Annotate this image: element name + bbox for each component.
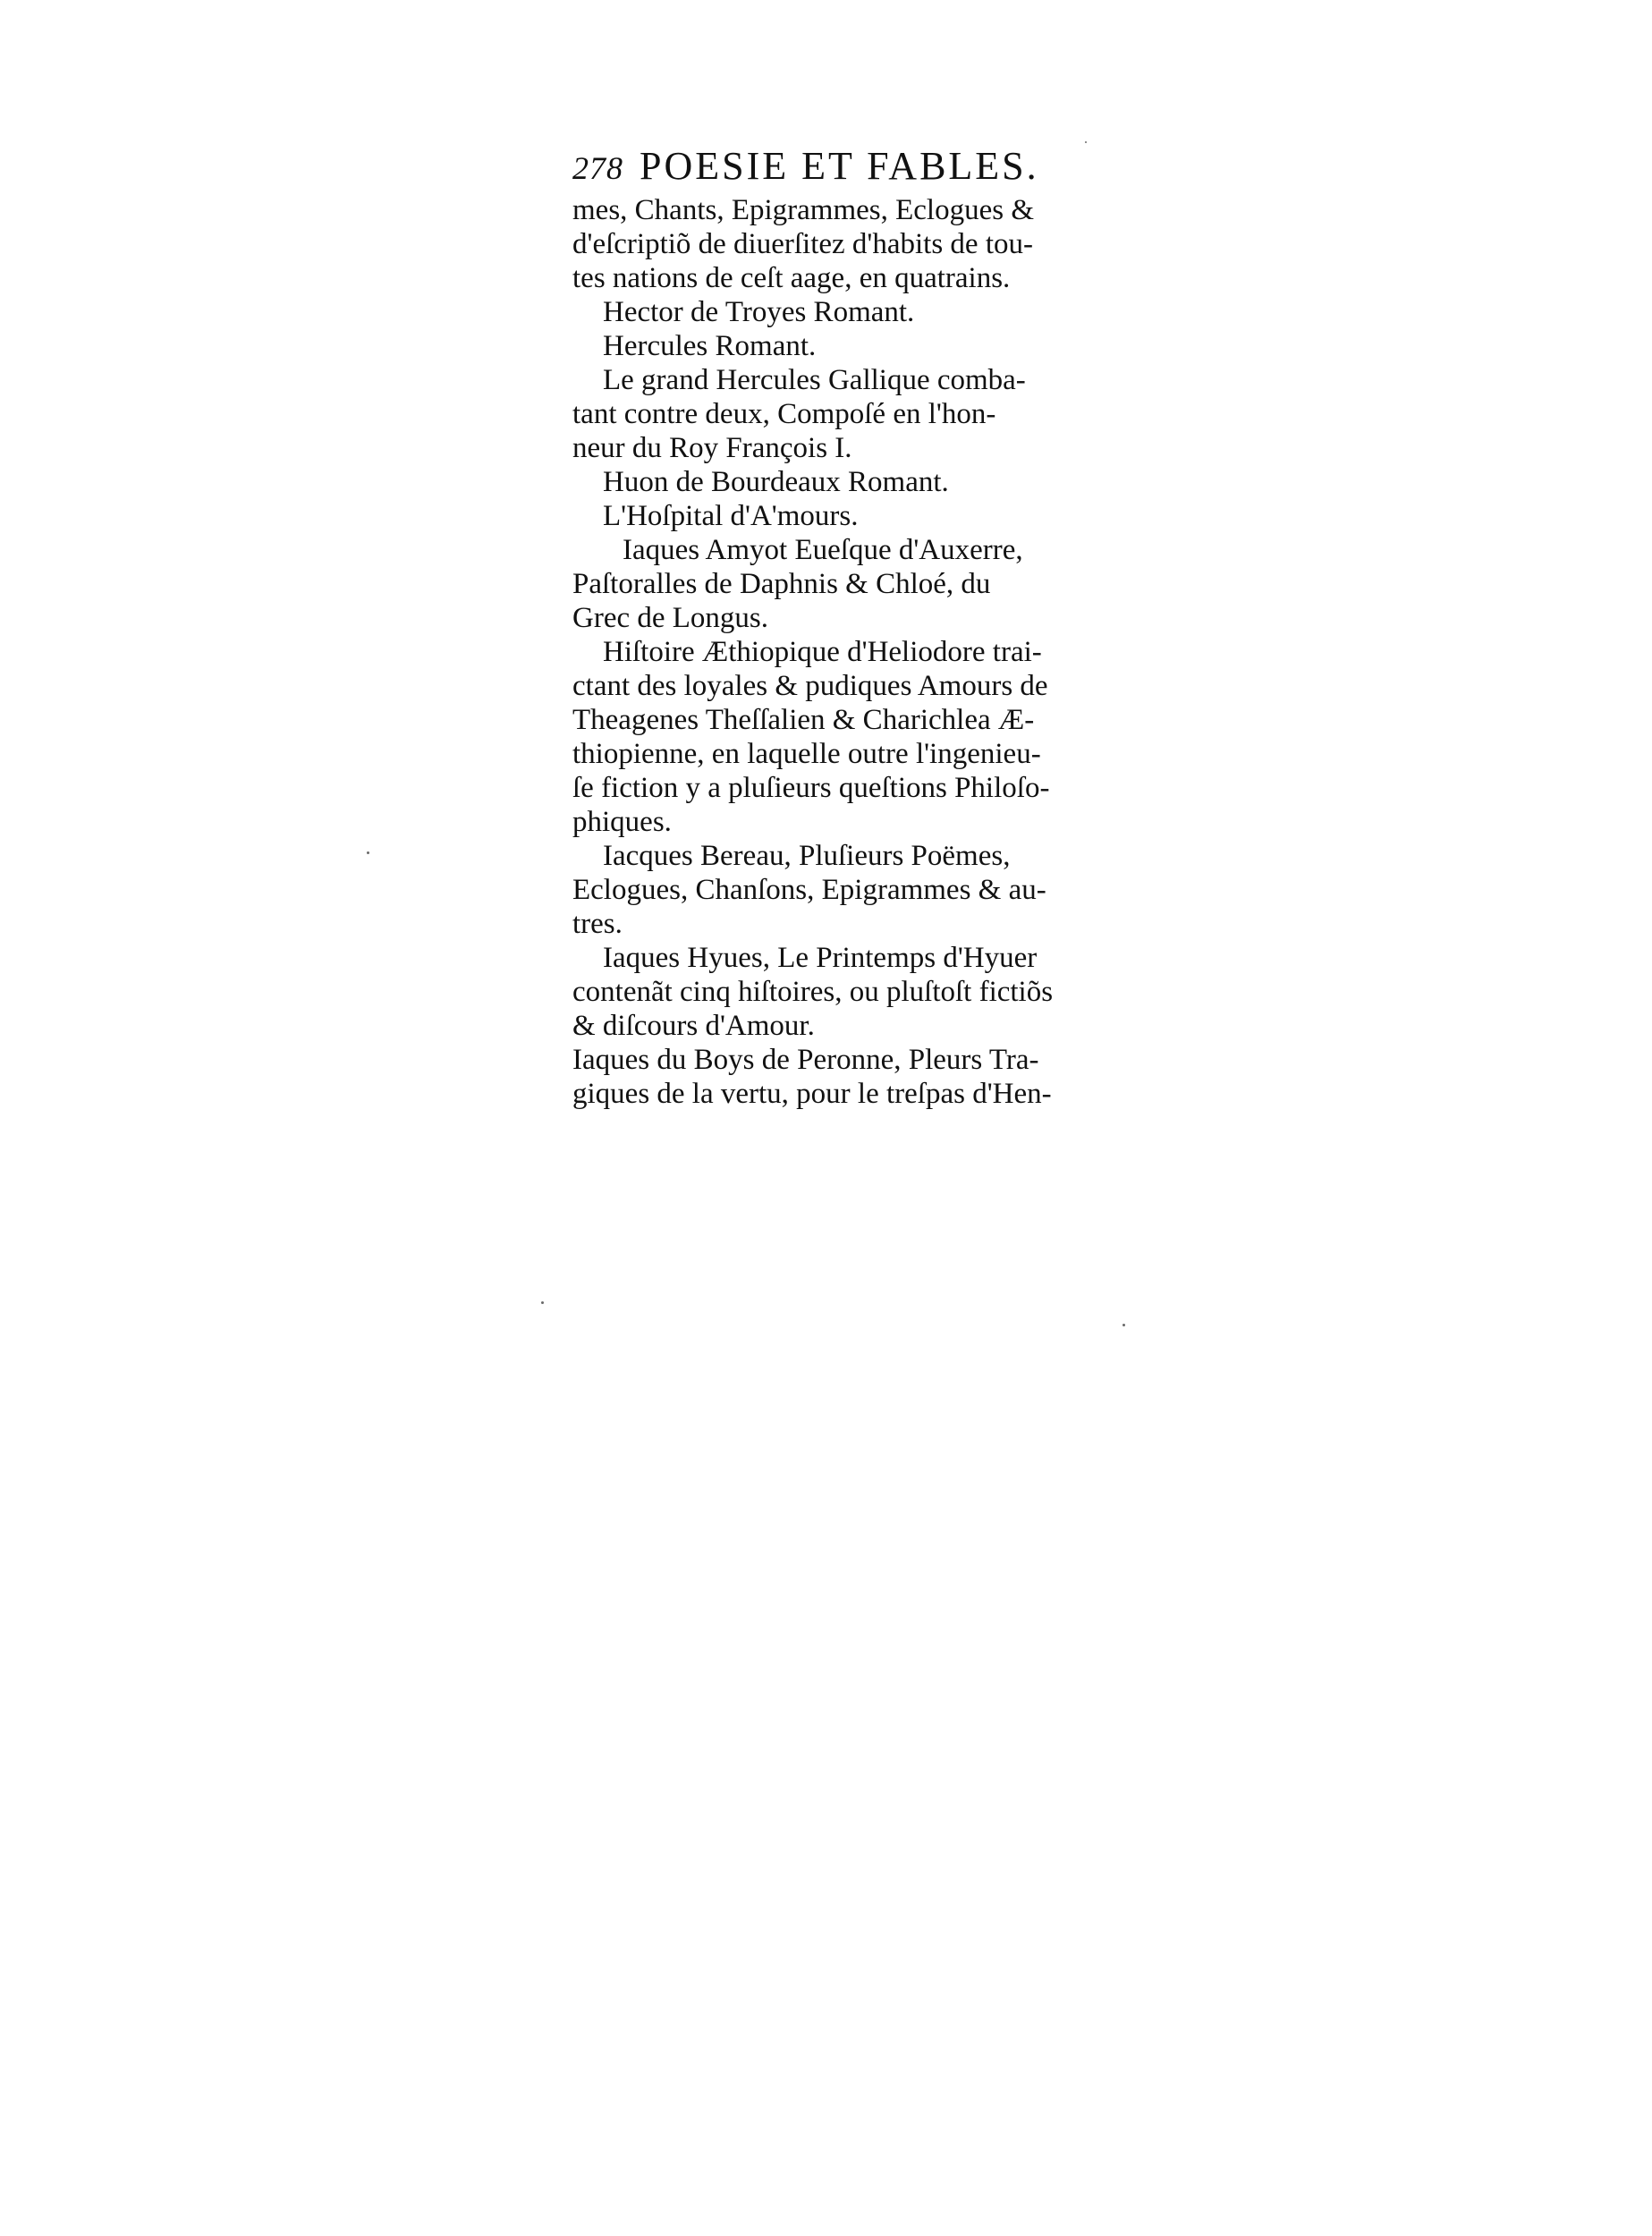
text-line: Iaques Amyot Eueſque d'Auxerre,: [623, 534, 1023, 566]
text-line: Le grand Hercules Gallique comba-: [603, 364, 1026, 396]
text-line: phiques.: [572, 806, 672, 838]
text-line: thiopienne, en laquelle outre l'ingenieu-: [572, 738, 1041, 770]
text-line: & diſcours d'Amour.: [572, 1010, 815, 1042]
text-line: tant contre deux, Compoſé en l'hon-: [572, 398, 996, 430]
scan-speck: [367, 851, 369, 854]
page-number: 278: [572, 150, 623, 186]
text-line: Hercules Romant.: [603, 330, 817, 362]
text-block: [572, 143, 1109, 1111]
text-line: Hiſtoire Æthiopique d'Heliodore trai-: [603, 636, 1042, 668]
text-line: Hector de Troyes Romant.: [603, 296, 915, 328]
running-title: POESIE ET FABLES.: [640, 144, 1039, 188]
text-line: neur du Roy François I.: [572, 432, 852, 464]
text-line: contenãt cinq hiſtoires, ou pluſtoſt fictiõs: [572, 976, 1054, 1008]
text-line: ſe fiction y a pluſieurs queſtions Philoſo-: [572, 772, 1050, 804]
scan-speck: [1123, 1324, 1125, 1326]
scan-speck: [541, 1301, 544, 1304]
text-line: L'Hoſpital d'A'mours.: [603, 500, 859, 532]
text-line: d'eſcriptiõ de diuerſitez d'habits de tou-: [572, 228, 1033, 260]
running-head: [572, 143, 1109, 193]
text-line: giques de la vertu, pour le treſpas d'Hen-: [572, 1078, 1052, 1110]
scan-speck: [1085, 141, 1087, 143]
text-line: mes, Chants, Epigrammes, Eclogues &: [572, 194, 1034, 226]
text-line: tes nations de ceſt aage, en quatrains.: [572, 262, 1011, 294]
text-line: Iacques Bereau, Pluſieurs Poëmes,: [603, 840, 1011, 872]
text-line: Eclogues, Chanſons, Epigrammes & au-: [572, 874, 1046, 906]
text-line: ctant des loyales & pudiques Amours de: [572, 670, 1048, 702]
text-line: Iaques du Boys de Peronne, Pleurs Tra-: [572, 1044, 1039, 1076]
text-line: tres.: [572, 908, 623, 940]
text-line: Iaques Hyues, Le Printemps d'Hyuer: [603, 942, 1038, 974]
text-line: Grec de Longus.: [572, 602, 769, 634]
text-line: Theagenes Theſſalien & Charichlea Æ-: [572, 704, 1035, 736]
text-line: Huon de Bourdeaux Romant.: [603, 466, 949, 498]
text-line: Paſtoralles de Daphnis & Chloé, du: [572, 568, 991, 600]
